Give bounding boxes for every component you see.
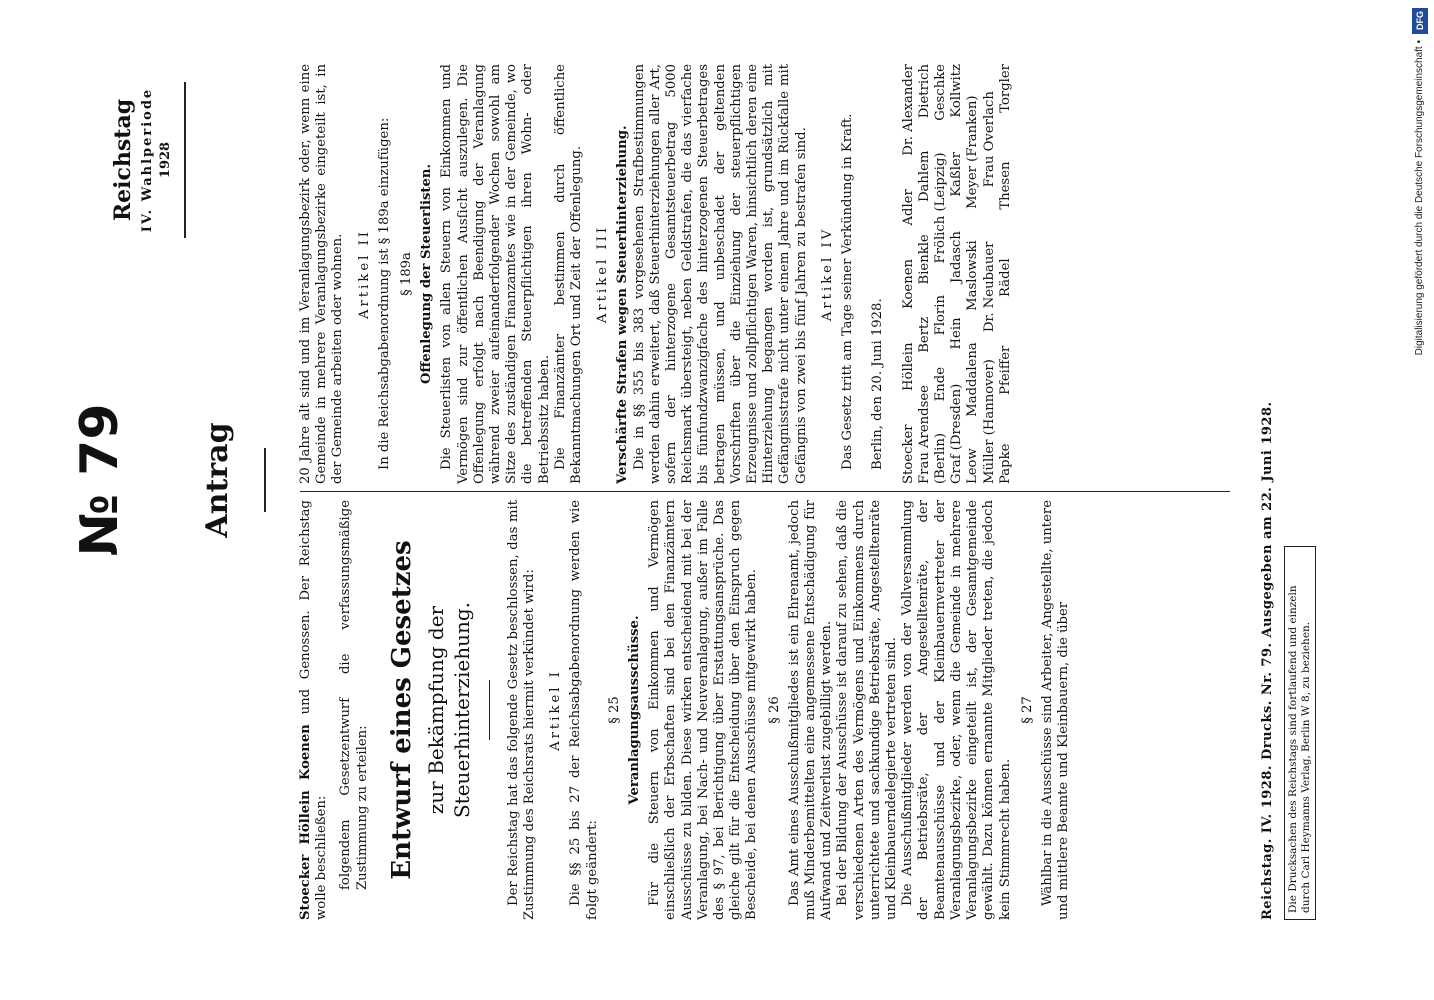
signature-name: Maddalena [965, 342, 981, 417]
signature-name: Dr. Alexander [900, 64, 916, 156]
signature-name: Adler [900, 189, 916, 226]
signature-row [917, 64, 933, 484]
signature-name: Bienkle [916, 234, 932, 285]
signature-row [998, 64, 1014, 484]
signature-name: Stoecker [900, 424, 916, 484]
dfg-note-text: Digitalisierung gefördert durch die Deutsche Forschungsgemeinschaft • [1414, 40, 1425, 356]
document-number: № 79 [70, 403, 130, 557]
intro-paragraph [298, 500, 330, 920]
signature-name: Frau Arendsee [916, 385, 932, 484]
title-rule [489, 680, 490, 740]
signature-name: Kaßler [949, 151, 965, 197]
column-divider [300, 491, 1230, 492]
signature-name: Dahlem [916, 150, 932, 203]
section-27-continuation: 20 Jahre alt sind und im Veranlagungsbezirk oder, wenn eine Gemeinde in mehrere Veranlagungsbezirke eingeteilt ist, in der Gemeinde arbeiten oder wohnen. [298, 64, 346, 484]
artikel-4-text: Das Gesetz tritt am Tage seiner Verkündung in Kraft. [840, 113, 856, 470]
section-27-text: Wählbar in die Ausschüsse sind Arbeiter, Angestellte, untere und mittlere Beamte und Kleinbauern, die über [1039, 500, 1072, 920]
bill-title-main: Entwurf eines Gesetzes [386, 540, 417, 880]
section-189a-text-1: Die Steuerlisten von allen Steuern von Einkommen und Vermögen sind zur öffentlichen Ausſicht auszulegen. Die Offenlegung erfolgt nach Beendigung der Veranlagung während zweier aufeinanderfolgender Wochen sowohl am Sitze des zuständigen Finanzamtes wie in der Gemeinde, wo die betreffenden Steuerpflichtigen ihren Wohn- oder Betriebssitz haben. [439, 64, 552, 484]
signature-name: Thesen [997, 161, 1013, 210]
wahlperiode-year: 1928 [158, 141, 173, 179]
bill-title-sub: zur Bekämpfung der Steuerhinterziehung. [423, 602, 474, 819]
signature-name: Koenen [900, 259, 916, 310]
section-26-text-1: Das Amt eines Ausschußmitgliedes ist ein Ehrenamt, jedoch muß Minderbemittelten eine angemessene Entschädigung für Aufwand und Zeitverlust zugebilligt werden. [786, 500, 835, 920]
signature-name: Dietrich [916, 64, 932, 119]
section-189a-heading: § 189a [399, 252, 415, 296]
signature-name: Frau Overlach [981, 91, 997, 188]
signature-name: Ende [932, 366, 948, 402]
signature-row [965, 64, 981, 484]
signature-name: Maslowski [965, 240, 981, 311]
section-26-text-3: Die Ausschußmitglieder werden von der Vollversammlung der Betriebsräte, der Angestelltenräte, der Beamtenausschüsse und der Kleinbauernvertreter der Veranlagungsbezirke, oder, wenn die Gemeinde in mehrere Veranlagungsbezirke eingeteilt ist, der Gesamtgemeinde gewählt. Dazu können ernannte Mitglieder treten, die jedoch kein Stimmrecht haben. [900, 500, 1013, 920]
signature-name: Müller (Hannover) [981, 359, 997, 484]
section-26-text-2: Bei der Bildung der Ausschüsse ist darauf zu sehen, daß die verschiedenen Arten des Vermögens und Einkommens durch unterrichtete und sachkundige Betriebsräte, Angestelltenräte und Kleinbauerndelegierte vertreten sind. [835, 500, 900, 920]
signature-name: Kollwitz [949, 64, 965, 118]
section-27-heading: § 27 [1019, 696, 1035, 724]
dfg-logo: DFG [1412, 8, 1428, 34]
signature-name: (Berlin) [932, 432, 948, 484]
proposal-text: folgendem Gesetzentwurf die verfassungsmäßige Zustimmung zu erteilen: [338, 500, 370, 890]
preamble: Der Reichstag hat das folgende Gesetz beschlossen, das mit Zustimmung des Reichsrats hiermit verkündet wird: [505, 500, 538, 920]
signature-row [982, 64, 998, 484]
signature-name: Graf (Dresden) [949, 383, 965, 484]
artikel-1-text: Die §§ 25 bis 27 der Reichsabgabenordnung werden wie folgt geändert: [568, 500, 600, 920]
signature-name: Bertz [916, 316, 932, 353]
brace-line [184, 82, 186, 238]
signature-row [901, 64, 917, 484]
artikel-2-text: In die Reichsabgabenordnung ist § 189a einzufügen: [376, 117, 392, 470]
signature-name: Frölich (Leipzig) [932, 152, 948, 264]
signature-name: Papke [997, 443, 1013, 484]
artikel-3-heading: Artikel III [595, 224, 611, 324]
section-189a-text-2: Die Finanzämter bestimmen durch öffentliche Bekanntmachungen Ort und Zeit der Offenlegung. [552, 64, 585, 484]
section-25-heading: § 25 [606, 696, 622, 724]
signature-name: Hein [949, 317, 965, 350]
signature-name: Dr. Neubauer [981, 241, 997, 333]
signature-name: Geschke [932, 64, 948, 121]
wahlperiode: IV. Wahlperiode [140, 87, 155, 233]
artikel-2-heading: Artikel II [356, 229, 372, 319]
signature-name: Florin [932, 295, 948, 336]
reichstag-heading: Reichstag [110, 98, 136, 222]
left-column [298, 500, 1238, 920]
doc-type-heading: Antrag [200, 422, 235, 538]
intro-rest: und Genossen. Der Reichstag wolle beschließen: [298, 500, 330, 920]
place-date: Berlin, den 20. Juni 1928. [870, 298, 886, 470]
right-column [298, 64, 1238, 484]
signature-name: Pfeiffer [997, 345, 1013, 395]
artikel-4-heading: Artikel IV [819, 226, 835, 322]
section-25-text: Für die Steuern von Einkommen und Vermögen einschließlich der Erbschaften sind bei den Finanzämtern Ausschüsse zu bilden. Diese wirken entscheidend mit bei der Veranlagung, bei Nach- und Neuveranlagung, außer im Falle des § 97, bei Berichtigung über Erstattungsansprüche. Das gleiche gilt für die Entscheidung über den Einspruch gegen Bescheide, bei denen Ausschüsse mitgewirkt haben. [647, 500, 760, 920]
artikel-3-title: Verschärfte Strafen wegen Steuerhinterziehung. [615, 125, 631, 484]
artikel-3-text: Die in §§ 355 bis 383 vorgesehenen Strafbestimmungen werden dahin erweitert, daß Steuerhinterziehungen aller Art, sofern der hinterzogene Gesamtsteuerbetrag 5000 Reichsmark übersteigt, neben Geldstrafen, die das vierfache bis fünfundzwanzigfache des hinterzogenen Steuerbetrages betragen müssen, und unbeschadet der geltenden Vorschriften über die Einziehung der steuerpflichtigen Erzeugnisse und zollpflichtigen Waren, hinsichtlich deren eine Hinterziehung begangen worden ist, grundsätzlich mit Gefängnisstrafe nicht unter einem Jahre und im Rückfalle mit Gefängnis von zwei bis fünf Jahren zu bestrafen sind. [631, 64, 809, 484]
signature-row [933, 64, 949, 484]
signature-row [949, 64, 965, 484]
section-26-heading: § 26 [766, 696, 782, 724]
section-25-title: Veranlagungsausschüsse. [627, 615, 643, 805]
signature-name: Rädel [997, 258, 1013, 297]
intro-names: Stoecker Höllein Koenen [298, 724, 313, 920]
section-189a-title: Offenlegung der Steuerlisten. [419, 163, 435, 385]
footer-line: Reichstag. IV. 1928. Drucks. Nr. 79. Ausgegeben am 22. Juni 1928. [1260, 401, 1275, 920]
signature-name: Torgler [997, 64, 1013, 113]
heading-rule [264, 448, 266, 512]
signature-name: Leow [965, 448, 981, 484]
signature-list [901, 64, 1014, 484]
artikel-1-heading: Artikel I [548, 669, 564, 751]
footer-box: Die Drucksachen des Reichstags sind fortlaufend und einzeln durch Carl Heymanns Verlag, Berlin W 8, zu beziehen. [1284, 546, 1316, 920]
signature-name: Meyer (Franken) [965, 95, 981, 209]
signature-name: Höllein [900, 342, 916, 391]
signature-name: Jadasch [949, 231, 965, 284]
